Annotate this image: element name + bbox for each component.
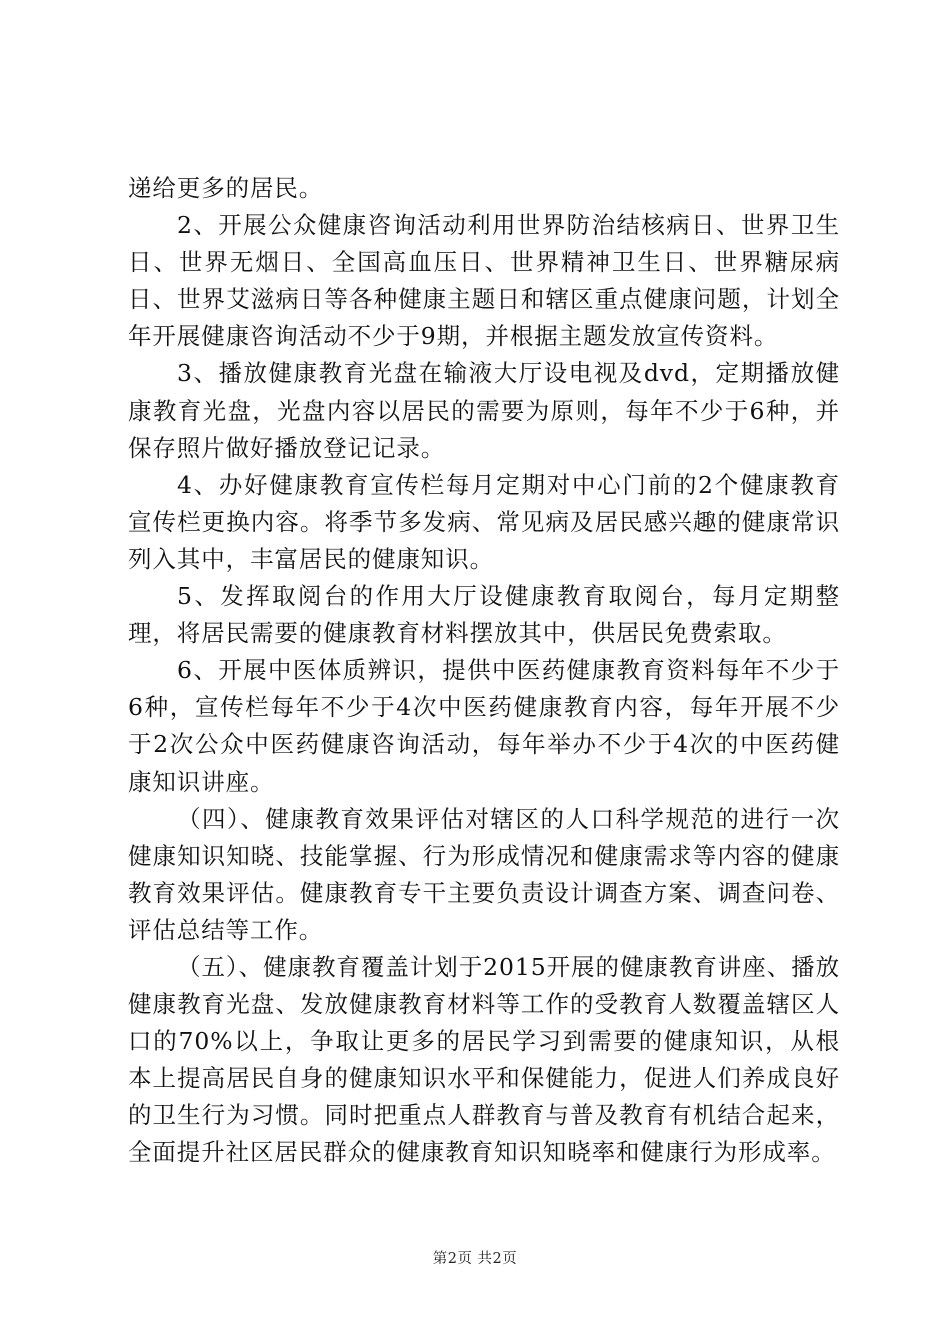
paragraph-item-4: 4、办好健康教育宣传栏每月定期对中心门前的2个健康教育宣传栏更换内容。将季节多发病、常见病及居民感兴趣的健康常识列入其中，丰富居民的健康知识。 bbox=[128, 470, 840, 573]
paragraph-item-6: 6、开展中医体质辨识，提供中医药健康教育资料每年不少于6种，宣传栏每年不少于4次中医药健康教育内容，每年开展不少于2次公众中医药健康咨询活动，每年举办不少于4次的中医药健康知识讲座。 bbox=[128, 656, 840, 796]
paragraph-item-2: 2、开展公众健康咨询活动利用世界防治结核病日、世界卫生日、世界无烟日、全国高血压日、世界精神卫生日、世界糖尿病日、世界艾滋病日等各种健康主题日和辖区重点健康问题，计划全年开展健康咨询活动不少于9期，并根据主题发放宣传资料。 bbox=[128, 211, 840, 351]
paragraph-item-3: 3、播放健康教育光盘在输液大厅设电视及dvd，定期播放健康教育光盘，光盘内容以居民的需要为原则，每年不少于6种，并保存照片做好播放登记记录。 bbox=[128, 359, 840, 462]
paragraph-item-5: 5、发挥取阅台的作用大厅设健康教育取阅台，每月定期整理，将居民需要的健康教育材料摆放其中，供居民免费索取。 bbox=[128, 582, 840, 648]
document-body bbox=[128, 170, 840, 1172]
paragraph-section-4: （四）、健康教育效果评估对辖区的人口科学规范的进行一次健康知识知晓、技能掌握、行为形成情况和健康需求等内容的健康教育效果评估。健康教育专干主要负责设计调查方案、调查问卷、评估总结等工作。 bbox=[128, 804, 840, 944]
paragraph-section-5: （五）、健康教育覆盖计划于2015开展的健康教育讲座、播放健康教育光盘、发放健康教育材料等工作的受教育人数覆盖辖区人口的70%以上，争取让更多的居民学习到需要的健康知识，从根本上提高居民自身的健康知识水平和保健能力，促进人们养成良好的卫生行为习惯。同时把重点人群教育与普及教育有机结合起来，全面提升社区居民群众的健康教育知识知晓率和健康行为形成率。 bbox=[128, 952, 840, 1167]
paragraph-continuation: 递给更多的居民。 bbox=[128, 174, 324, 202]
page-footer: 第2页 共2页 bbox=[432, 1251, 518, 1267]
